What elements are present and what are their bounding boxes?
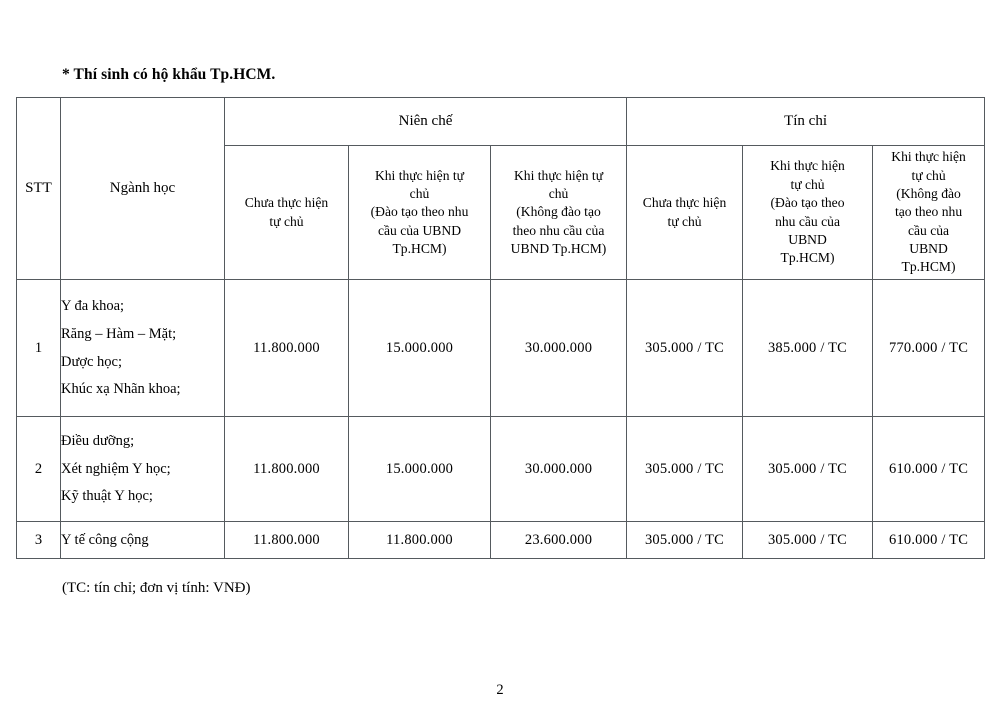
header-line: Tp.HCM) (901, 259, 956, 275)
cell-tc-tu-chu-khong-dao-tao: 770.000 / TC (873, 280, 985, 417)
program-name: Dược học; (61, 353, 123, 370)
header-line: UBND (909, 241, 948, 257)
cell-nc-tu-chu-khong-dao-tao: 30.000.000 (491, 417, 627, 522)
program-name: Y tế công cộng (61, 531, 149, 548)
cell-nc-chua-tu-chu: 11.800.000 (225, 417, 349, 522)
cell-nc-tu-chu-dao-tao: 11.800.000 (349, 522, 491, 559)
cell-stt: 1 (17, 280, 61, 417)
column-header-tc-tu-chu-khong-dao-tao (873, 146, 985, 280)
header-line: cầu của UBND (377, 222, 462, 238)
header-line: UBND Tp.HCM) (510, 241, 607, 257)
table-row (17, 417, 985, 522)
page-number: 2 (496, 682, 504, 698)
header-line: nhu cầu của (775, 213, 840, 229)
cell-nganh-hoc (61, 417, 225, 522)
cell-tc-chua-tu-chu: 305.000 / TC (627, 417, 743, 522)
cell-nc-tu-chu-dao-tao: 15.000.000 (349, 280, 491, 417)
table-row (17, 280, 985, 417)
bottom-note: (TC: tín chỉ; đơn vị tính: VNĐ) (62, 580, 251, 596)
cell-tc-chua-tu-chu: 305.000 / TC (627, 280, 743, 417)
program-name: Răng – Hàm – Mặt; (61, 325, 177, 342)
header-line: tự chủ (667, 213, 702, 229)
column-header-tc-chua-tu-chu (627, 146, 743, 280)
column-group-header-tin-chi: Tín chỉ (627, 98, 985, 146)
program-name: Kỹ thuật Y học; (61, 488, 153, 505)
cell-tc-tu-chu-dao-tao: 305.000 / TC (743, 417, 873, 522)
header-line: Tp.HCM) (780, 250, 835, 266)
header-line: tự chủ (269, 213, 304, 229)
header-line: tự chủ (790, 176, 825, 192)
program-name: Xét nghiệm Y học; (61, 460, 171, 477)
program-name: Điều dưỡng; (61, 432, 135, 449)
cell-tc-tu-chu-khong-dao-tao: 610.000 / TC (873, 522, 985, 559)
header-line: Khi thực hiện (891, 149, 966, 165)
header-line: tự chủ (911, 167, 946, 183)
header-line: Khi thực hiện (770, 158, 845, 174)
header-line: Tp.HCM) (392, 241, 447, 257)
header-line: theo nhu cầu của (512, 222, 605, 238)
top-note: * Thí sinh có hộ khẩu Tp.HCM. (62, 66, 276, 83)
cell-stt: 2 (17, 417, 61, 522)
cell-tc-tu-chu-dao-tao: 305.000 / TC (743, 522, 873, 559)
cell-nc-tu-chu-khong-dao-tao: 30.000.000 (491, 280, 627, 417)
header-line: (Không đào tạo (516, 204, 601, 220)
header-line: chủ (409, 185, 430, 201)
header-line: (Đào tạo theo (770, 195, 845, 211)
cell-nc-tu-chu-dao-tao: 15.000.000 (349, 417, 491, 522)
column-header-nganh-hoc: Ngành học (61, 98, 225, 280)
program-name: Y đa khoa; (61, 298, 125, 315)
table-body (17, 280, 985, 559)
header-line: (Không đào (896, 185, 961, 201)
cell-nc-chua-tu-chu: 11.800.000 (225, 280, 349, 417)
column-header-nc-tu-chu-khong-dao-tao (491, 146, 627, 280)
column-header-tc-tu-chu-dao-tao (743, 146, 873, 280)
header-line: Chưa thực hiện (642, 195, 727, 211)
cell-stt: 3 (17, 522, 61, 559)
cell-nganh-hoc (61, 522, 225, 559)
cell-nc-tu-chu-khong-dao-tao: 23.600.000 (491, 522, 627, 559)
header-line: cầu của (907, 222, 950, 238)
header-line: Khi thực hiện tự (374, 167, 465, 183)
header-group-row (17, 98, 985, 146)
table-head (17, 98, 985, 280)
header-line: Chưa thực hiện (244, 195, 329, 211)
header-line: Khi thực hiện tự (513, 167, 604, 183)
column-header-stt: STT (17, 98, 61, 280)
column-group-header-nien-che: Niên chế (225, 98, 627, 146)
header-line: (Đào tạo theo nhu (370, 204, 469, 220)
header-line: chủ (548, 185, 569, 201)
tuition-fee-table (16, 97, 985, 559)
header-line: tạo theo nhu (894, 204, 963, 220)
column-header-nc-tu-chu-dao-tao (349, 146, 491, 280)
cell-nc-chua-tu-chu: 11.800.000 (225, 522, 349, 559)
column-header-nc-chua-tu-chu (225, 146, 349, 280)
cell-tc-tu-chu-khong-dao-tao: 610.000 / TC (873, 417, 985, 522)
cell-tc-tu-chu-dao-tao: 385.000 / TC (743, 280, 873, 417)
cell-nganh-hoc (61, 280, 225, 417)
table-row (17, 522, 985, 559)
header-line: UBND (788, 231, 827, 247)
cell-tc-chua-tu-chu: 305.000 / TC (627, 522, 743, 559)
program-name: Khúc xạ Nhãn khoa; (61, 381, 181, 398)
